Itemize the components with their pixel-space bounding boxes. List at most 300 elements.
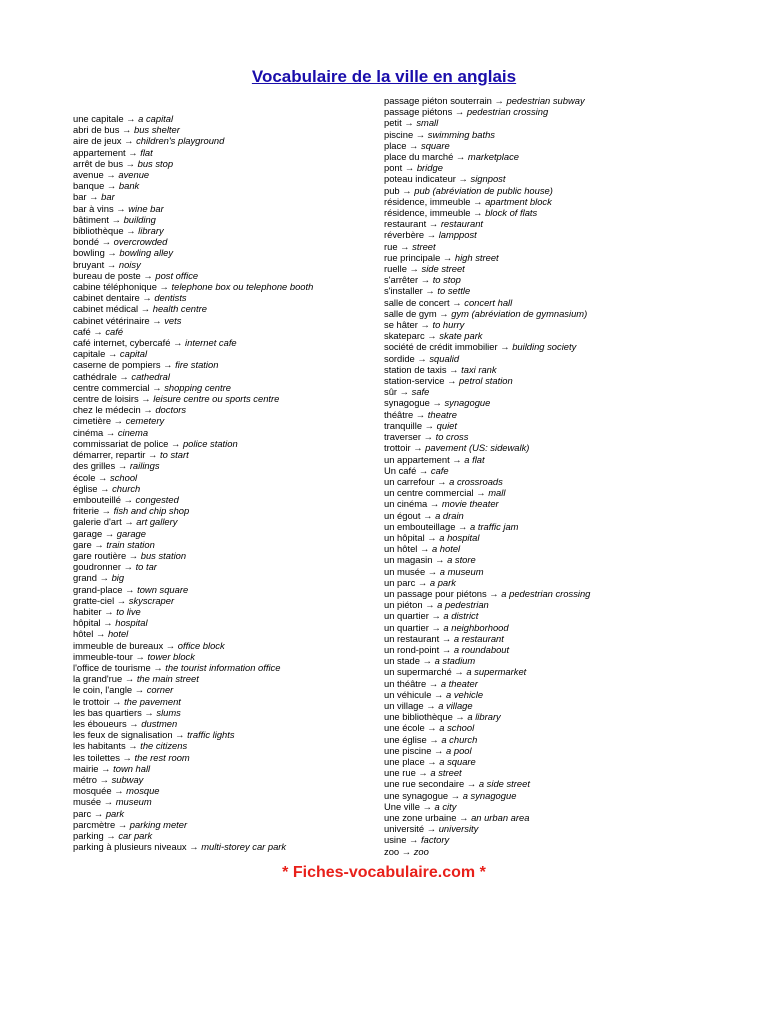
english-term: tower block [147, 650, 195, 662]
vocabulary-entry [384, 498, 590, 509]
vocabulary-entry [384, 263, 590, 274]
arrow-icon: → [435, 554, 445, 566]
english-term: a crossroads [449, 475, 503, 487]
vocabulary-entry [73, 113, 313, 124]
french-term: capitale [73, 348, 106, 360]
vocabulary-entry [73, 785, 313, 796]
french-term: un restaurant [384, 632, 440, 644]
french-term: un parc [384, 576, 416, 588]
french-term: résidence, immeuble [384, 207, 471, 219]
arrow-icon: → [427, 531, 437, 543]
arrow-icon: → [427, 330, 437, 342]
arrow-icon: → [189, 841, 199, 853]
vocabulary-entry [384, 420, 590, 431]
french-term: un piéton [384, 599, 423, 611]
english-term: bowling alley [119, 247, 174, 259]
vocabulary-entry [73, 281, 313, 292]
english-term: mosque [126, 785, 160, 797]
english-term: the tourist information office [165, 661, 281, 673]
vocabulary-entry [384, 722, 590, 733]
arrow-icon: → [125, 583, 135, 595]
french-term: petit [384, 117, 402, 129]
vocabulary-entry [73, 640, 313, 651]
english-term: corner [146, 684, 174, 696]
vocabulary-entry [73, 303, 313, 314]
vocabulary-list-right [384, 95, 590, 857]
arrow-icon: → [103, 796, 114, 808]
arrow-icon: → [104, 605, 114, 617]
arrow-icon: → [426, 229, 437, 241]
vocabulary-entry [73, 595, 313, 606]
vocabulary-entry [73, 819, 313, 830]
french-term: tranquille [384, 419, 423, 431]
arrow-icon: → [135, 650, 145, 662]
vocabulary-entry [73, 472, 313, 483]
vocabulary-entry [73, 628, 313, 639]
english-term: a pedestrian crossing [501, 587, 591, 599]
vocabulary-entry [73, 214, 313, 225]
vocabulary-entry [384, 487, 590, 498]
english-term: cinema [117, 426, 149, 438]
vocabulary-entry [73, 584, 313, 595]
vocabulary-entry [384, 767, 590, 778]
arrow-icon: → [107, 348, 118, 360]
vocabulary-entry [384, 95, 590, 106]
arrow-icon: → [418, 767, 428, 779]
french-term: un hôpital [384, 531, 425, 543]
page-title[interactable]: Vocabulaire de la ville en anglais [251, 67, 517, 86]
french-term: une capitale [73, 113, 124, 124]
arrow-icon: → [455, 151, 466, 163]
french-term: le coin, l'angle [73, 684, 133, 696]
french-term: mosquée [73, 785, 112, 797]
english-term: concert hall [464, 296, 513, 308]
english-term: cemetery [125, 415, 165, 427]
vocabulary-entry [384, 297, 590, 308]
english-term: vets [164, 314, 182, 326]
arrow-icon: → [89, 191, 99, 203]
vocabulary-entry [384, 566, 590, 577]
french-term: un rond-point [384, 643, 440, 655]
arrow-icon: → [489, 587, 499, 599]
french-term: un égout [384, 509, 421, 521]
english-term: a city [434, 800, 457, 812]
french-term: sûr [384, 386, 398, 398]
arrow-icon: → [101, 762, 111, 774]
english-term: train station [106, 538, 155, 550]
english-term: a museum [439, 565, 484, 577]
arrow-icon: → [413, 442, 423, 454]
vocabulary-entry [384, 106, 590, 117]
vocabulary-entry [73, 326, 313, 337]
english-term: post office [155, 269, 199, 281]
french-term: passage piéton souterrain [384, 95, 492, 106]
french-term: bar [73, 191, 87, 203]
vocabulary-entry [384, 588, 590, 599]
english-term: square [421, 139, 450, 151]
french-term: hôpital [73, 617, 101, 629]
arrow-icon: → [454, 106, 465, 118]
french-term: s'installer [384, 285, 423, 297]
arrow-icon: → [117, 460, 128, 472]
english-term: factory [421, 834, 450, 846]
vocabulary-entry [73, 483, 313, 494]
vocabulary-entry [384, 151, 590, 162]
arrow-icon: → [401, 845, 412, 857]
vocabulary-entry [384, 196, 590, 207]
french-term: rue [384, 240, 398, 252]
vocabulary-entry [73, 528, 313, 539]
vocabulary-entry [73, 539, 313, 550]
english-term: swimming baths [427, 128, 495, 140]
french-term: commissariat de police [73, 437, 169, 449]
english-term: side street [421, 263, 465, 275]
arrow-icon: → [429, 498, 440, 510]
english-term: leisure centre ou sports centre [153, 393, 280, 405]
french-term: sordide [384, 352, 415, 364]
vocabulary-entry [384, 554, 590, 565]
english-term: cathedral [131, 370, 170, 382]
english-term: the pavement [124, 695, 181, 707]
arrow-icon: → [431, 621, 441, 633]
arrow-icon: → [143, 269, 153, 281]
french-term: banque [73, 180, 105, 192]
vocabulary-entry [73, 359, 313, 370]
french-term: gratte-ciel [73, 594, 115, 606]
french-term: cabinet médical [73, 303, 139, 315]
french-term: station-service [384, 375, 445, 387]
english-term: town square [137, 583, 189, 595]
french-term: rue principale [384, 251, 441, 263]
vocabulary-entry [384, 375, 590, 386]
french-term: cimetière [73, 415, 112, 427]
french-term: un carrefour [384, 475, 435, 487]
arrow-icon: → [404, 117, 414, 129]
arrow-icon: → [419, 543, 430, 555]
french-term: école [73, 471, 96, 483]
french-term: le trottoir [73, 695, 110, 707]
vocabulary-entry [384, 734, 590, 745]
french-term: un supermarché [384, 666, 452, 678]
english-term: bus stop [137, 157, 174, 169]
english-term: bus station [140, 549, 187, 561]
arrow-icon: → [124, 673, 135, 685]
arrow-icon: → [100, 482, 110, 494]
english-term: school [110, 471, 138, 483]
english-term: block of flats [485, 207, 538, 219]
arrow-icon: → [427, 722, 437, 734]
arrow-icon: → [429, 733, 439, 745]
english-term: skyscraper [128, 594, 175, 606]
english-term: a church [441, 733, 478, 745]
arrow-icon: → [101, 505, 112, 517]
english-term: a school [439, 722, 475, 734]
french-term: une rue secondaire [384, 778, 465, 790]
vocabulary-entry [384, 756, 590, 767]
vocabulary-entry [73, 763, 313, 774]
arrow-icon: → [113, 415, 124, 427]
english-term: lamppost [438, 229, 477, 241]
vocabulary-entry [73, 203, 313, 214]
arrow-icon: → [124, 135, 134, 147]
english-term: university [438, 823, 479, 835]
arrow-icon: → [422, 800, 432, 812]
arrow-icon: → [450, 789, 461, 801]
arrow-icon: → [142, 292, 152, 304]
arrow-icon: → [173, 337, 183, 349]
english-term: quiet [436, 419, 457, 431]
english-term: apartment block [485, 195, 552, 207]
french-term: se hâter [384, 319, 418, 331]
french-term: aire de jeux [73, 135, 122, 147]
vocabulary-entry [73, 158, 313, 169]
vocabulary-entry [384, 622, 590, 633]
french-term: caserne de pompiers [73, 359, 161, 371]
english-term: a store [447, 554, 476, 566]
arrow-icon: → [452, 296, 462, 308]
french-term: un hôtel [384, 543, 418, 555]
arrow-icon: → [124, 516, 134, 528]
arrow-icon: → [114, 785, 124, 797]
french-term: galerie d'art [73, 516, 122, 528]
vocabulary-entry [384, 543, 590, 554]
english-term: slums [156, 706, 181, 718]
vocabulary-entry [73, 841, 313, 852]
vocabulary-entry [73, 707, 313, 718]
english-term: to settle [437, 285, 471, 297]
french-term: un appartement [384, 453, 450, 465]
french-term: goudronner [73, 561, 121, 573]
english-term: bank [118, 180, 140, 192]
english-term: shopping centre [164, 381, 231, 393]
french-term: place [384, 139, 407, 151]
arrow-icon: → [106, 169, 116, 181]
english-term: restaurant [440, 218, 484, 230]
french-term: bibliothèque [73, 225, 124, 237]
vocabulary-entry [384, 521, 590, 532]
english-term: car park [118, 830, 153, 841]
vocabulary-entry [73, 662, 313, 673]
vocabulary-entry [384, 599, 590, 610]
arrow-icon: → [175, 729, 185, 741]
vocabulary-entry [384, 465, 590, 476]
english-term: pub (abréviation de public house) [414, 184, 553, 196]
french-term: station de taxis [384, 363, 447, 375]
arrow-icon: → [409, 263, 419, 275]
vocabulary-entry [73, 225, 313, 236]
english-term: bar [101, 191, 115, 203]
vocabulary-entry [73, 438, 313, 449]
arrow-icon: → [99, 773, 109, 785]
english-term: museum [115, 796, 152, 808]
english-term: dentists [154, 292, 187, 304]
english-term: a library [467, 711, 501, 723]
english-term: signpost [470, 173, 506, 185]
vocabulary-entry [384, 409, 590, 420]
english-term: congested [135, 493, 179, 505]
vocabulary-entry [73, 449, 313, 460]
vocabulary-entry [73, 718, 313, 729]
arrow-icon: → [140, 303, 151, 315]
french-term: ruelle [384, 263, 407, 275]
arrow-icon: → [106, 830, 116, 841]
vocabulary-entry [73, 696, 313, 707]
vocabulary-entry [384, 790, 590, 801]
french-term: embouteillé [73, 493, 121, 505]
english-term: skate park [439, 330, 483, 342]
english-term: squalid [429, 352, 460, 364]
english-term: a hotel [431, 543, 461, 555]
arrow-icon: → [494, 95, 504, 106]
vocabulary-entry [73, 337, 313, 348]
english-term: park [105, 807, 125, 819]
french-term: mairie [73, 762, 99, 774]
english-term: building [123, 213, 156, 225]
arrow-icon: → [409, 139, 419, 151]
vocabulary-entry [73, 371, 313, 382]
arrow-icon: → [94, 538, 104, 550]
arrow-icon: → [402, 184, 412, 196]
french-term: garage [73, 527, 103, 539]
vocabulary-entry [384, 341, 590, 352]
english-term: fish and chip shop [113, 505, 190, 517]
french-term: une zone urbaine [384, 812, 457, 823]
vocabulary-entry [384, 700, 590, 711]
english-term: gym (abréviation de gymnasium) [451, 307, 588, 319]
english-term: pavement (US: sidewalk) [425, 442, 530, 454]
arrow-icon: → [434, 744, 444, 756]
arrow-icon: → [458, 173, 468, 185]
french-term: cinéma [73, 426, 104, 438]
french-term: université [384, 823, 425, 835]
french-term: les éboueurs [73, 717, 127, 729]
english-term: a hospital [439, 531, 480, 543]
arrow-icon: → [122, 124, 132, 136]
arrow-icon: → [99, 572, 109, 584]
vocabulary-entry [384, 218, 590, 229]
arrow-icon: → [128, 146, 138, 158]
french-term: un théâtre [384, 677, 427, 689]
vocabulary-entry [384, 117, 590, 128]
french-term: une école [384, 722, 425, 734]
arrow-icon: → [170, 437, 181, 449]
english-term: taxi rank [461, 363, 497, 375]
arrow-icon: → [144, 706, 154, 718]
french-term: gare [73, 538, 92, 550]
vocabulary-entry [384, 778, 590, 789]
french-term: salle de concert [384, 296, 450, 308]
english-term: the main street [136, 673, 199, 685]
french-term: place du marché [384, 151, 454, 163]
english-term: marketplace [467, 151, 519, 163]
arrow-icon: → [126, 113, 136, 124]
vocabulary-entry [384, 308, 590, 319]
vocabulary-entry [384, 812, 590, 823]
french-term: cathédrale [73, 370, 117, 382]
french-term: musée [73, 796, 102, 808]
english-term: high street [454, 251, 499, 263]
vocabulary-entry [384, 442, 590, 453]
french-term: une église [384, 733, 427, 745]
english-term: pedestrian subway [506, 95, 585, 106]
arrow-icon: → [107, 247, 117, 259]
english-term: avenue [118, 169, 150, 181]
arrow-icon: → [123, 493, 133, 505]
arrow-icon: → [104, 527, 115, 539]
french-term: immeuble de bureaux [73, 639, 164, 651]
vocabulary-entry [73, 191, 313, 202]
french-term: piscine [384, 128, 414, 140]
english-term: doctors [155, 404, 187, 416]
english-term: telephone box ou telephone booth [171, 281, 314, 293]
english-term: subway [111, 773, 144, 785]
english-term: multi-storey car park [201, 841, 287, 853]
vocabulary-entry [73, 348, 313, 359]
english-term: to tar [135, 561, 157, 573]
french-term: centre de loisirs [73, 393, 139, 405]
arrow-icon: → [449, 363, 459, 375]
french-term: cabinet vétérinaire [73, 314, 150, 326]
vocabulary-entry [384, 577, 590, 588]
vocabulary-entry [384, 711, 590, 722]
vocabulary-entry [384, 241, 590, 252]
arrow-icon: → [93, 325, 103, 337]
english-term: office block [177, 639, 225, 651]
english-term: street [412, 240, 436, 252]
vocabulary-entry [384, 140, 590, 151]
french-term: grand [73, 572, 97, 584]
english-term: a roundabout [453, 643, 510, 655]
french-term: café [73, 325, 91, 337]
english-term: mall [488, 487, 506, 499]
vocabulary-entry [384, 330, 590, 341]
arrow-icon: → [427, 755, 437, 767]
arrow-icon: → [415, 408, 426, 420]
vocabulary-entry [384, 510, 590, 521]
vocabulary-entry [384, 162, 590, 173]
vocabulary-entry [384, 207, 590, 218]
arrow-icon: → [103, 617, 113, 629]
arrow-icon: → [153, 661, 163, 673]
arrow-icon: → [428, 677, 439, 689]
english-term: fire station [175, 359, 219, 371]
vocabulary-entry [73, 494, 313, 505]
arrow-icon: → [441, 632, 452, 644]
vocabulary-entry [384, 644, 590, 655]
arrow-icon: → [424, 419, 435, 431]
french-term: cabinet dentaire [73, 292, 140, 304]
arrow-icon: → [420, 319, 430, 331]
vocabulary-entry [384, 801, 590, 812]
french-term: un embouteillage [384, 520, 456, 532]
french-term: une piscine [384, 744, 432, 756]
english-term: health centre [152, 303, 207, 315]
english-term: library [138, 225, 164, 237]
french-term: des grilles [73, 460, 116, 472]
vocabulary-entry [384, 476, 590, 487]
vocabulary-entry [384, 319, 590, 330]
arrow-icon: → [129, 717, 139, 729]
french-term: avenue [73, 169, 104, 181]
french-term: bondé [73, 236, 100, 248]
vocabulary-entry [384, 229, 590, 240]
arrow-icon: → [455, 711, 465, 723]
english-term: railings [129, 460, 160, 472]
vocabulary-entry [73, 169, 313, 180]
arrow-icon: → [134, 684, 145, 696]
vocabulary-entry [73, 393, 313, 404]
vocabulary-entry [73, 270, 313, 281]
